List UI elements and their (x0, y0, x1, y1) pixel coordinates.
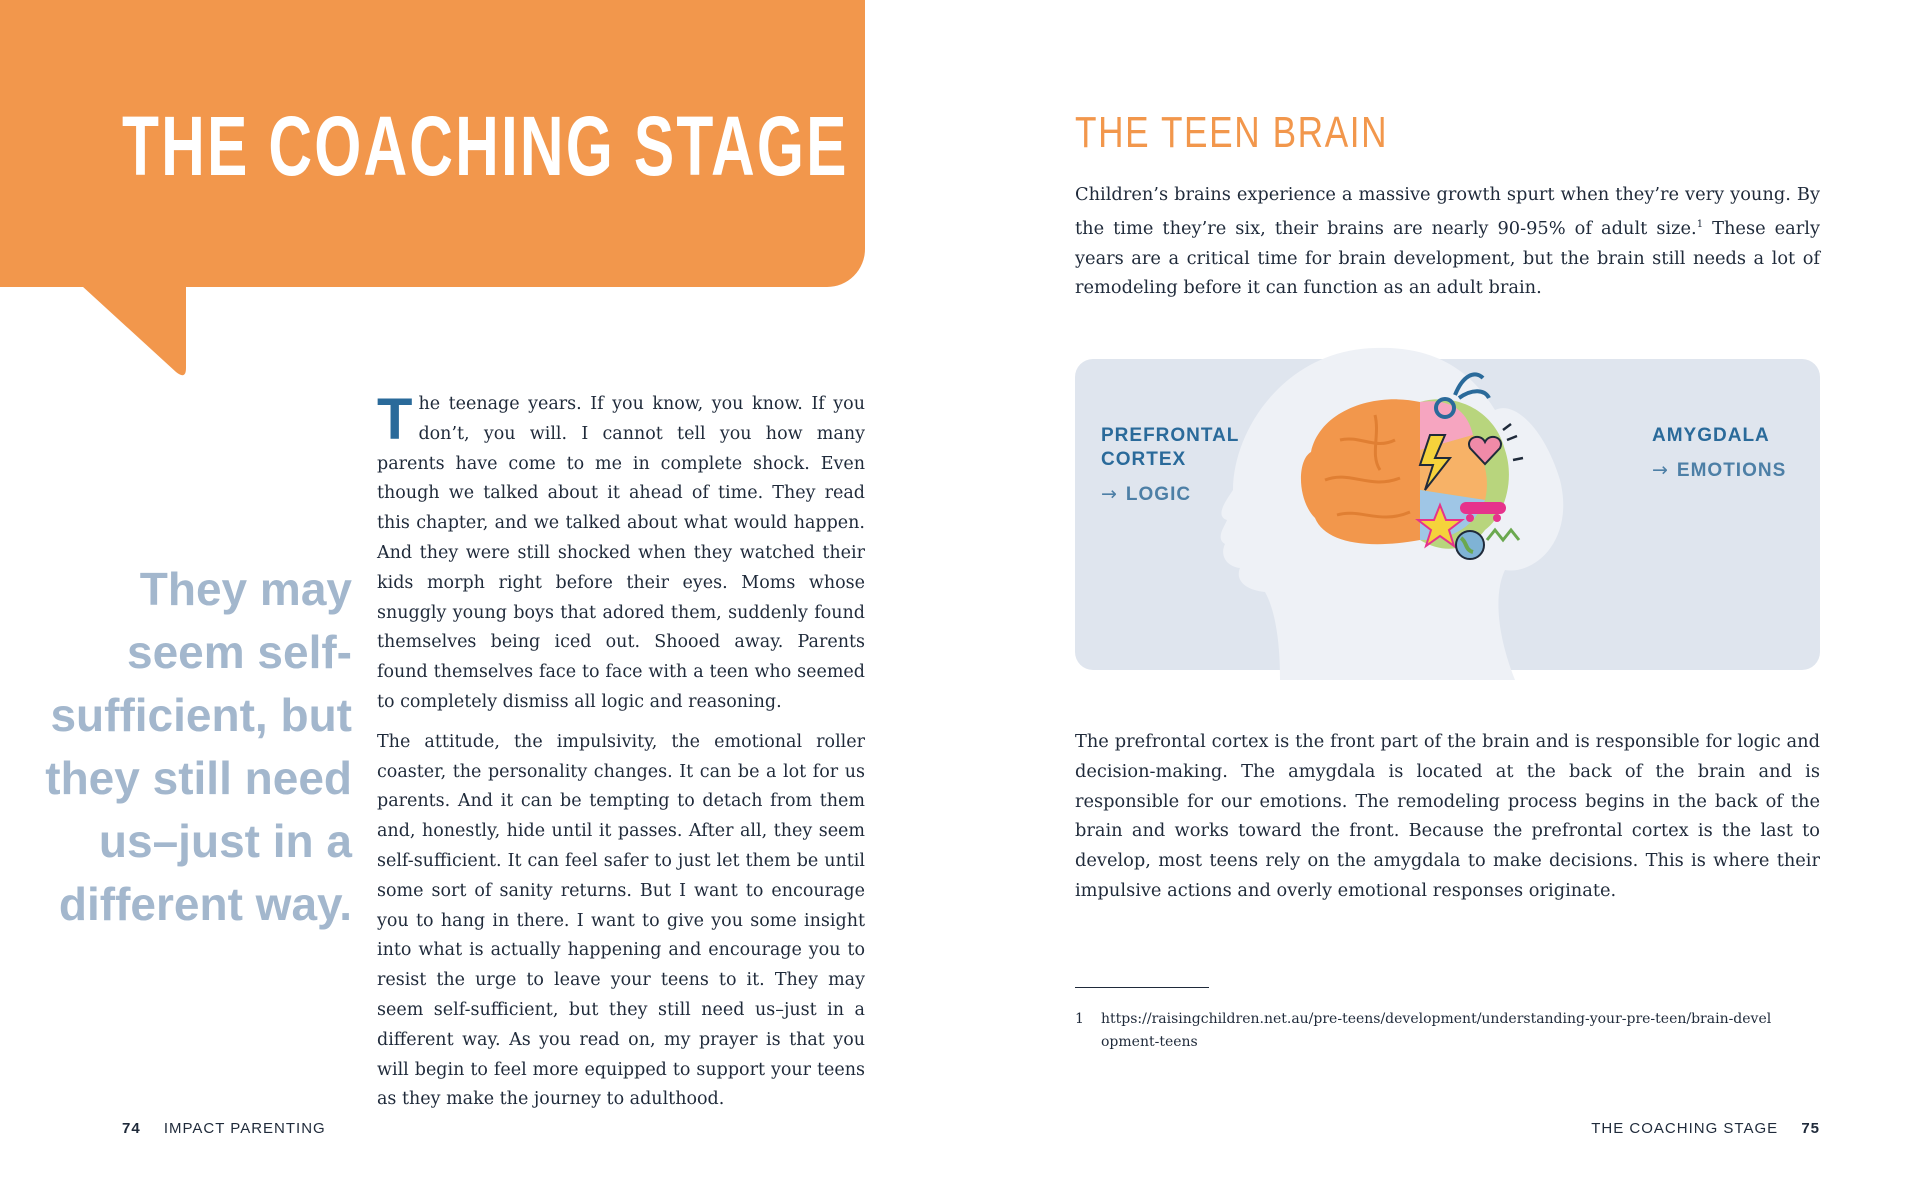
section-title: THE TEEN BRAIN (1075, 108, 1389, 157)
logic-text: LOGIC (1125, 484, 1192, 505)
running-head: IMPACT PARENTING (163, 1120, 326, 1137)
paragraph-1-text: he teenage years. If you know, you know. If you don’t, you will. I cannot tell you how many parents have come to me in complete shock. Even though we talked about it ahead of time. They read this chapter, and we talked about what would happen. And they were still shocked when they watched their kids morph right before their eyes. Moms whose snuggly young boys that adored them, suddenly found themselves being iced out. Shooed away. Parents found themselves face to face with a teen who seemed to completely dismiss all logic and reasoning. (377, 394, 865, 712)
intro-text: Children’s brains experience a massive growth spurt when they’re very young. By the time they’re six, their brains are nearly 90-95% of adult size. (1075, 184, 1820, 239)
intro-text-continued: These early years are a critical time for brain development, but the brain still needs a lot of remodeling before it can function as an adult brain. (1075, 217, 1820, 299)
emotions-label (1652, 458, 1786, 483)
paragraph-2: The attitude, the impulsivity, the emotional roller coaster, the personality changes. It can be a lot for us parents. And it can be tempting to detach from them and, honestly, hide until it passes. After all, they seem self-sufficient. It can feel safer to just let them be until some sort of sanity returns. But I want to encourage you to hang in there. I want to give you some insight into what is actually happening and encourage you to resist the urge to leave your teens to it. They may seem self-sufficient, but they still need us–just in a different way. As you read on, my prayer is that you will begin to feel more equipped to support your teens as they make the journey to adulthood. (377, 731, 865, 1110)
pull-quote: They may seem self-sufficient, but they still need us–just in a different way. (45, 563, 352, 930)
head-silhouette-illustration (1075, 340, 1820, 700)
page-number: 74 (122, 1120, 141, 1137)
running-head: THE COACHING STAGE (1591, 1120, 1779, 1137)
arrow-right-icon: → (1101, 483, 1118, 505)
chapter-title: THE COACHING STAGE (122, 99, 849, 193)
left-folio (122, 1120, 326, 1137)
footnote-reference[interactable]: 1 (1696, 218, 1704, 230)
amygdala-label: AMYGDALA (1652, 425, 1770, 446)
paragraph-1 (377, 387, 865, 718)
skateboard-icon (1460, 502, 1506, 514)
page-number: 75 (1801, 1120, 1820, 1137)
prefrontal-label-line2: CORTEX (1101, 449, 1187, 470)
emotions-text: EMOTIONS (1676, 460, 1787, 481)
prefrontal-cortex-label (1101, 424, 1239, 472)
logic-label (1101, 482, 1191, 507)
left-body-text (377, 387, 865, 1125)
footnote-divider (1075, 987, 1209, 988)
intro-paragraph (1075, 180, 1820, 303)
brain-explanation-paragraph: The prefrontal cortex is the front part of the brain and is responsible for logic and decision-making. The amygdala is located at the back of the brain and is responsible for our emotions. The remodeling process begins in the back of the brain and works toward the front. Because the prefrontal cortex is the last to develop, most teens rely on the amygdala to make decisions. This is where their impulsive actions and overly emotional responses originate. (1075, 731, 1820, 901)
footnote-number: 1 (1075, 1011, 1084, 1027)
right-folio (1591, 1120, 1820, 1137)
prefrontal-label-line1: PREFRONTAL (1101, 425, 1240, 446)
footnote-url[interactable]: https://raisingchildren.net.au/pre-teens/development/understanding-your-pre-teen/brain-development-teens (1101, 1011, 1772, 1050)
globe-icon (1456, 531, 1484, 559)
footnote (1075, 1008, 1775, 1054)
drop-cap: T (377, 387, 413, 452)
arrow-right-icon: → (1652, 459, 1669, 481)
